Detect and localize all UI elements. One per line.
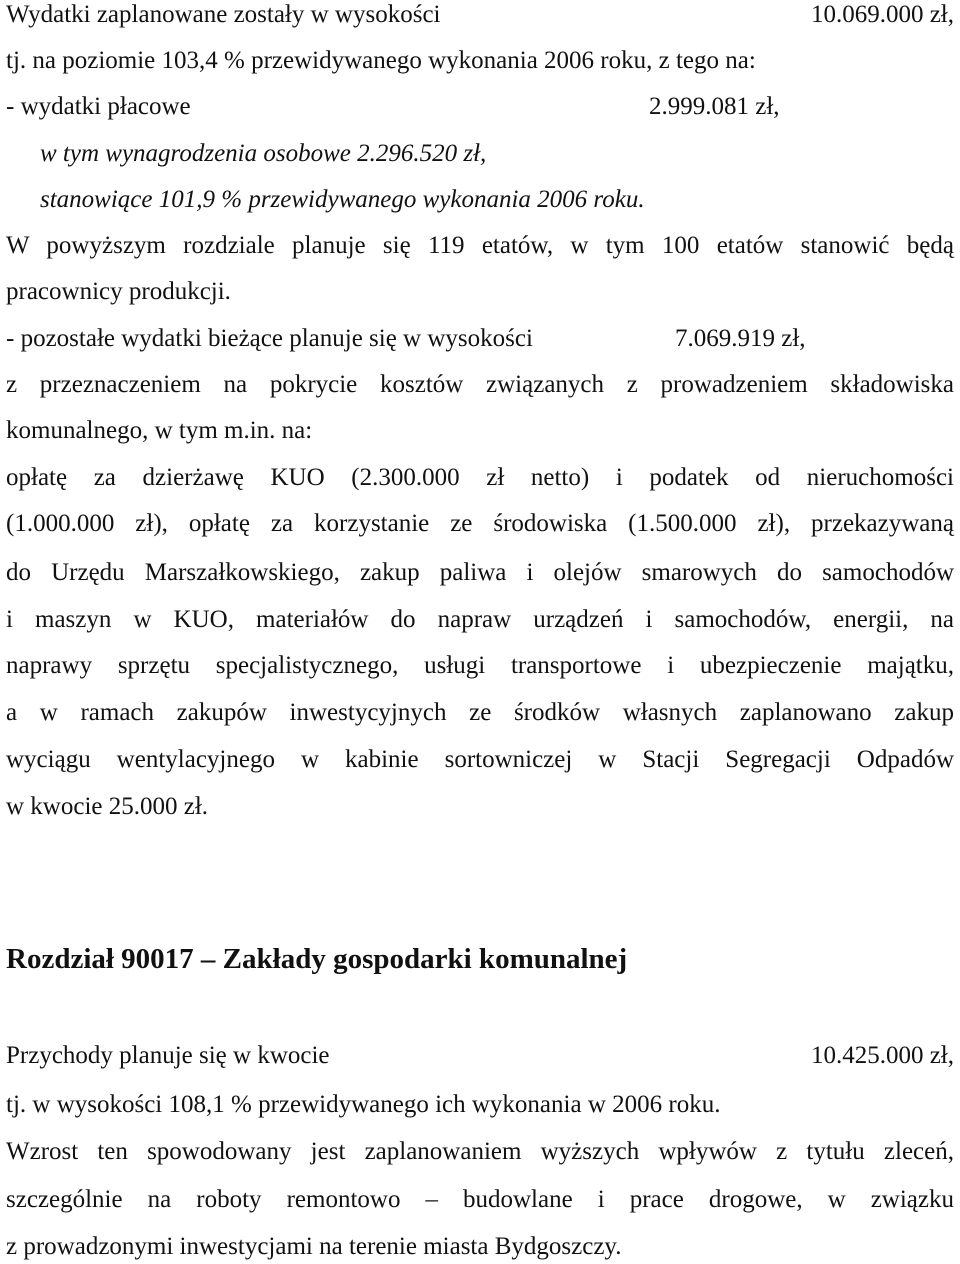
personal-wages-line: w tym wynagrodzenia osobowe 2.296.520 zł,	[40, 140, 487, 167]
revenue-paragraph-line-3: z prowadzonymi inwestycjami na terenie miasta Bydgoszczy.	[6, 1233, 622, 1260]
paragraph-line-2: komunalnego, w tym m.in. na:	[6, 417, 313, 444]
other-expenses-amount: 7.069.919 zł,	[675, 325, 806, 352]
paragraph-line-7: naprawy sprzętu specjalistycznego, usługi transportowe i ubezpieczenie majątku,	[6, 652, 954, 679]
paragraph-line-5: do Urzędu Marszałkowskiego, zakup paliwa i olejów smarowych do samochodów	[6, 559, 954, 586]
expenses-total-amount: 10.069.000 zł,	[810, 1, 954, 28]
expenses-total-line	[6, 0, 954, 30]
revenue-percent-line: tj. w wysokości 108,1 % przewidywanego ich wykonania w 2006 roku.	[6, 1091, 721, 1118]
paragraph-line-6: i maszyn w KUO, materiałów do napraw urządzeń i samochodów, energii, na	[6, 606, 954, 633]
positions-line: W powyższym rozdziale planuje się 119 etatów, w tym 100 etatów stanowić będą	[6, 232, 954, 259]
production-workers-line: pracownicy produkcji.	[6, 278, 231, 305]
revenue-total-label: Przychody planuje się w kwocie	[6, 1042, 330, 1069]
paragraph-line-9: wyciągu wentylacyjnego w kabinie sortowniczej w Stacji Segregacji Odpadów	[6, 746, 954, 773]
paragraph-line-4: (1.000.000 zł), opłatę za korzystanie ze środowiska (1.500.000 zł), przekazywaną	[6, 510, 954, 537]
salary-expenses-amount: 2.999.081 zł,	[649, 93, 780, 120]
revenue-paragraph-line-2: szczególnie na roboty remontowo – budowlane i prace drogowe, w związku	[6, 1186, 954, 1213]
paragraph-line-3: opłatę za dzierżawę KUO (2.300.000 zł netto) i podatek od nieruchomości	[6, 464, 954, 491]
expenses-percent-line: tj. na poziomie 103,4 % przewidywanego wykonania 2006 roku, z tego na:	[6, 47, 756, 74]
revenue-total-amount: 10.425.000 zł,	[810, 1042, 954, 1069]
expenses-total-label: Wydatki zaplanowane zostały w wysokości	[6, 1, 441, 28]
section-heading: Rozdział 90017 – Zakłady gospodarki komunalnej	[6, 943, 628, 975]
revenue-total-line	[6, 1041, 954, 1071]
paragraph-line-1: z przeznaczeniem na pokrycie kosztów związanych z prowadzeniem składowiska	[6, 371, 954, 398]
wages-percent-line: stanowiące 101,9 % przewidywanego wykonania 2006 roku.	[40, 186, 645, 213]
paragraph-line-10: w kwocie 25.000 zł.	[6, 793, 209, 820]
revenue-paragraph-line-1: Wzrost ten spowodowany jest zaplanowaniem wyższych wpływów z tytułu zleceń,	[6, 1138, 954, 1165]
salary-expenses-label: - wydatki płacowe	[6, 93, 191, 120]
paragraph-line-8: a w ramach zakupów inwestycyjnych ze środków własnych zaplanowano zakup	[6, 699, 954, 726]
other-expenses-label: - pozostałe wydatki bieżące planuje się w wysokości	[6, 325, 533, 352]
